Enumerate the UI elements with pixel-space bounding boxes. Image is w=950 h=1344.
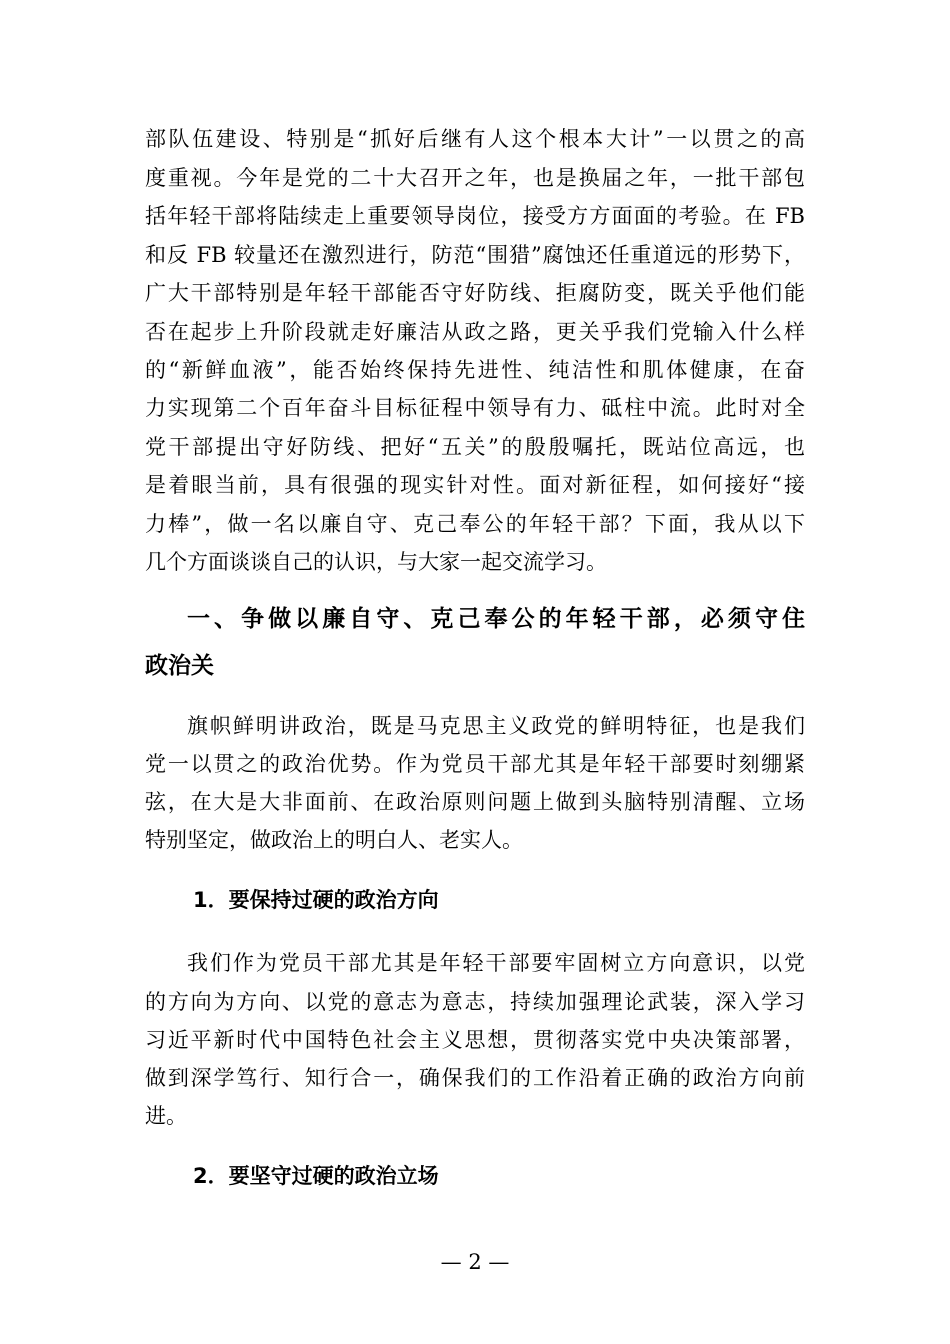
text-line: 弦，在大是大非面前、在政治原则问题上做到头脑特别清醒、立场 [145,790,805,814]
heading-line: 政治关 [145,653,214,679]
text-line: 和反 FB 较量还在激烈进行，防范“围猎”腐蚀还任重道远的形势下， [145,243,805,267]
text-line: 度重视。今年是党的二十大召开之年，也是换届之年，一批干部包 [145,166,805,190]
text-line: 力实现第二个百年奋斗目标征程中领导有力、砥柱中流。此时对全 [145,396,805,420]
text-line: 部队伍建设、特别是“抓好后继有人这个根本大计”一以贯之的高 [145,127,805,151]
text-line: 党一以贯之的政治优势。作为党员干部尤其是年轻干部要时刻绷紧 [145,752,805,776]
text-line: 否在起步上升阶段就走好廉洁从政之路，更关乎我们党输入什么样 [145,320,805,344]
text-line: 是着眼当前，具有很强的现实针对性。面对新征程，如何接好“接 [145,473,805,497]
text-line: 括年轻干部将陆续走上重要领导岗位，接受方方面面的考验。在 FB [145,204,805,228]
text-line: 力棒”，做一名以廉自守、克己奉公的年轻干部？下面，我从以下 [145,512,805,536]
text-line: 广大干部特别是年轻干部能否守好防线、拒腐防变，既关乎他们能 [145,281,805,305]
text-line: 党干部提出守好防线、把好“五关”的殷殷嘱托，既站位高远，也 [145,435,805,459]
subsection-heading-2: 2．要坚守过硬的政治立场 [193,1164,439,1188]
subsection-heading-1: 1．要保持过硬的政治方向 [193,888,439,912]
heading-line: 一、争做以廉自守、克己奉公的年轻干部，必须守住 [187,606,805,632]
text-line: 旗帜鲜明讲政治，既是马克思主义政党的鲜明特征，也是我们 [187,714,805,738]
text-line: 我们作为党员干部尤其是年轻干部要牢固树立方向意识，以党 [187,951,805,975]
text-line: 几个方面谈谈自己的认识，与大家一起交流学习。 [145,550,607,574]
text-line: 习近平新时代中国特色社会主义思想，贯彻落实党中央决策部署， [145,1028,805,1052]
text-line: 的“新鲜血液”，能否始终保持先进性、纯洁性和肌体健康，在奋 [145,358,805,382]
text-line: 做到深学笃行、知行合一，确保我们的工作沿着正确的政治方向前 [145,1066,805,1090]
text-line: 特别坚定，做政治上的明白人、老实人。 [145,828,523,852]
text-line: 的方向为方向、以党的意志为意志，持续加强理论武装，深入学习 [145,990,805,1014]
page-number: — 2 — [440,1250,510,1274]
text-line: 进。 [145,1104,187,1128]
